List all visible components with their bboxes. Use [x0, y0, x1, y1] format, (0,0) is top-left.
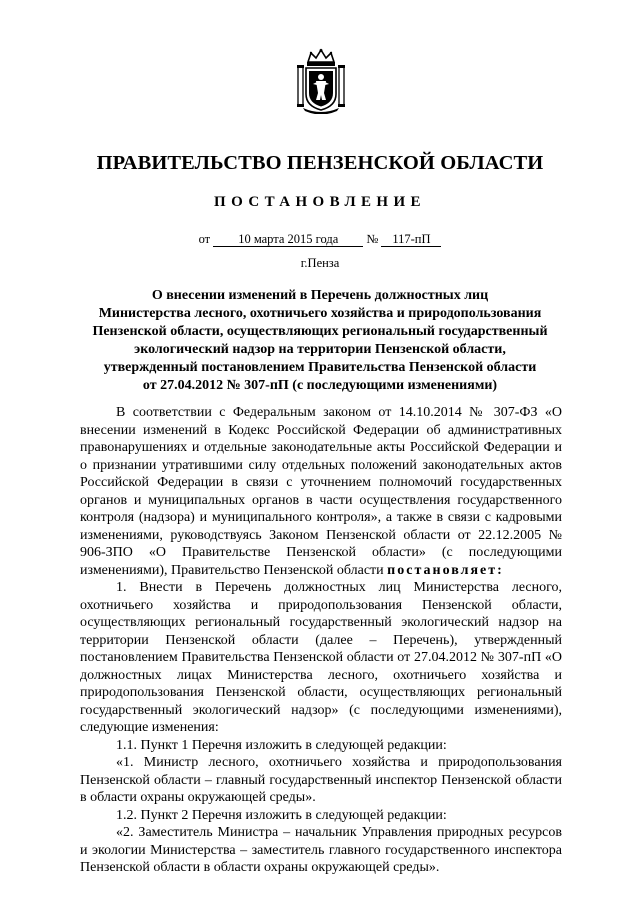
item-1-2-paragraph: 1.2. Пункт 2 Перечня изложить в следующей редакции: [116, 807, 447, 823]
preamble-paragraph [80, 404, 562, 579]
date-prefix: от [198, 232, 211, 246]
coat-of-arms-emblem [297, 48, 345, 114]
document-type: ПОСТАНОВЛЕНИЕ [214, 194, 426, 210]
preamble-text: В соответствии с Федеральным законом от 14.10.2014 № 307-ФЗ «О внесении изменений в Кодекс Российской Федерации об административных правонарушениях и отдельные законодательные акты Российской Федерации и о признании утратившими силу отдельных положений законодательных актов Российской Федерации в связи с уточнением полномочий государственных органов и муниципальных органов в части осуществления государственного контроля (надзора) и муниципального контроля», а также в связи с кадровыми изменениями, руководствуясь Законом Пензенской области от 22.12.2005 № 906-ЗПО «О Правительстве Пензенской области» (с последующими изменениями), Правительство Пензенской области [80, 405, 562, 578]
item-1-2-text-paragraph: «2. Заместитель Министра – начальник Управления природных ресурсов и экологии Министерства – заместитель главного государственного инспектора Пензенской области в области охраны окружающей среды». [80, 825, 562, 875]
organization-name: ПРАВИТЕЛЬСТВО ПЕНЗЕНСКОЙ ОБЛАСТИ [96, 152, 544, 174]
resolves-text: постановляет: [387, 562, 504, 578]
title-line: утвержденный постановлением Правительства Пензенской области [103, 360, 537, 375]
title-line: Пензенской области, осуществляющих региональный государственный [92, 324, 548, 339]
document-date: 10 марта 2015 года [213, 232, 363, 247]
date-number-line [0, 232, 640, 247]
item-1-paragraph: 1. Внести в Перечень должностных лиц Министерства лесного, охотничьего хозяйства и природопользования Пензенской области, осуществляющих региональный государственный экологический надзор на территории Пензенской области (далее – Перечень), утвержденный постановлением Правительства Пензенской области от 27.04.2012 № 307-пП «О должностных лицах Министерства лесного, охотничьего хозяйства и природопользования Пензенской области, осуществляющих региональный государственный экологический надзор» (с последующими изменениями), следующие изменения: [80, 580, 562, 735]
city-name: г.Пенза [300, 256, 340, 270]
document-body [80, 404, 562, 877]
number-prefix: № [366, 232, 379, 246]
title-line: О внесении изменений в Перечень должностных лиц [151, 288, 489, 303]
item-1-1-text-paragraph: «1. Министр лесного, охотничьего хозяйства и природопользования Пензенской области – главный государственный инспектор Пензенской области в области охраны окружающей среды». [80, 755, 562, 805]
title-line: экологический надзор на территории Пензенской области, [134, 342, 506, 357]
document-number: 117-пП [381, 232, 441, 247]
title-line: Министерства лесного, охотничьего хозяйства и природопользования [98, 306, 542, 321]
document-title [80, 287, 560, 395]
title-line: от 27.04.2012 № 307-пП (с последующими изменениями) [142, 378, 498, 393]
item-1-1-paragraph: 1.1. Пункт 1 Перечня изложить в следующей редакции: [116, 737, 447, 753]
